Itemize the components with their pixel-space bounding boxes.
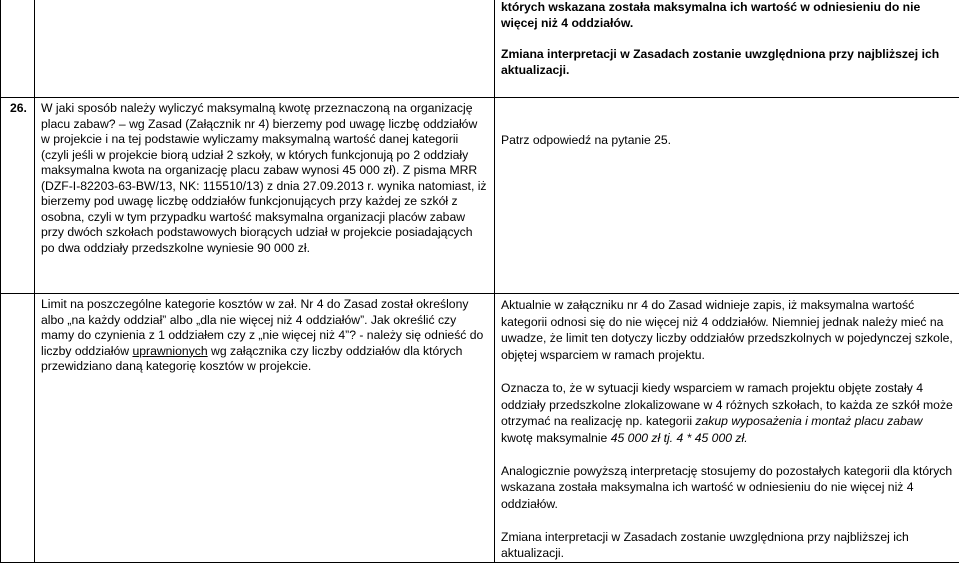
answer-26-cell — [495, 98, 959, 294]
previous-answer-line2: Zmiana interpretacji w Zasadach zostanie uwzględniona przy najbliższej ich aktualizacji. — [501, 47, 953, 78]
limit-answer-p2-part2: kwotę maksymalnie — [501, 431, 611, 445]
limit-answer-cell — [495, 294, 959, 563]
row-previous-answer — [1, 0, 959, 98]
limit-answer-p1: Aktualnie w załączniku nr 4 do Zasad widnieje zapis, iż maksymalna wartość kategorii odnosi się do nie więcej niż 4 oddziałów. Niemniej jednak należy mieć na uwadze, że limit ten dotyczy liczby oddziałów przedszkolnych w pojedynczej szkole, objętej wsparciem w ramach projektu. — [501, 297, 953, 364]
limit-answer-p2-italic1: zakup wyposażenia i montaż placu zabaw — [695, 414, 922, 428]
limit-question-cell — [35, 294, 495, 563]
row-question-26 — [1, 98, 959, 294]
row-limit-question — [1, 294, 959, 563]
cell-empty-num-2 — [1, 294, 35, 563]
question-26-text — [35, 98, 495, 294]
cell-previous-answer — [495, 0, 959, 98]
cell-empty-num — [1, 0, 35, 98]
limit-answer-p3: Analogicznie powyższą interpretację stosujemy do pozostałych kategorii dla których wskazana została maksymalna ich wartość w odniesieniu do nie więcej niż 4 oddziałów. — [501, 463, 953, 513]
limit-answer-p4: Zmiana interpretacji w Zasadach zostanie uwzględniona przy najbliższej ich aktualizacji. — [501, 529, 953, 562]
question-26-title: W jaki sposób należy wyliczyć maksymalną kwotę przeznaczoną na organizację placu zabaw? — [41, 101, 473, 131]
cell-empty-question — [35, 0, 495, 98]
previous-answer-line1: których wskazana została maksymalna ich wartość w odniesieniu do nie więcej niż 4 oddziałów. — [501, 0, 953, 31]
question-26-body: – wg Zasad (Załącznik nr 4) bierzemy pod uwagę liczbę oddziałów w projekcie i na tej podstawie wyliczamy maksymalną wartość danej kategorii (czyli jeśli w projekcie biorą udział 2 szkoły, w których funkcjonują po 2 oddziały maksymalna kwota na organizację placu zabaw wynosi 45 000 zł). Z pisma MRR (DZF-I-82203-63-BW/13, NK: 115510/13) z dnia 27.09.2013 r. wynika natomiast, iż bierzemy pod uwagę liczbę oddziałów funkcjonujących przy każdej ze szkół z osobna, czyli w tym przypadku wartość maksymalna organizacji placów zabaw przy dwóch szkołach podstawowych biorących udział w projekcie posiadających po dwa oddziały przedszkolne wyniesie 90 000 zł. — [41, 117, 487, 255]
limit-question-part1: Limit na poszczególne kategorie kosztów w zał. Nr 4 do Zasad został określony albo „na każdy oddział” albo „dla nie więcej niż 4 oddziałów”. Jak określić czy mamy do czynienia z 1 oddziałem czy z „nie więcej niż 4”? - należy się odnieść do liczby oddziałów — [41, 297, 483, 358]
limit-answer-p2 — [501, 380, 953, 447]
limit-question-part2: wg załącznika czy liczby oddziałów dla których przewidziano daną kategorię kosztów w projekcie. — [41, 344, 462, 374]
answer-26-text: Patrz odpowiedź na pytanie 25. — [501, 133, 953, 149]
limit-answer-p2-part1: Oznacza to, że w sytuacji kiedy wsparciem w ramach projektu objęte zostały 4 oddziały przedszkolne zlokalizowane w 4 różnych szkołach, to każda ze szkół może otrzymać na realizację np. kategorii — [501, 381, 953, 428]
question-number: 26. — [1, 98, 35, 294]
limit-question-underlined: uprawnionych — [132, 344, 207, 358]
limit-answer-p2-italic2: 45 000 zł tj. 4 * 45 000 zł. — [611, 431, 748, 445]
